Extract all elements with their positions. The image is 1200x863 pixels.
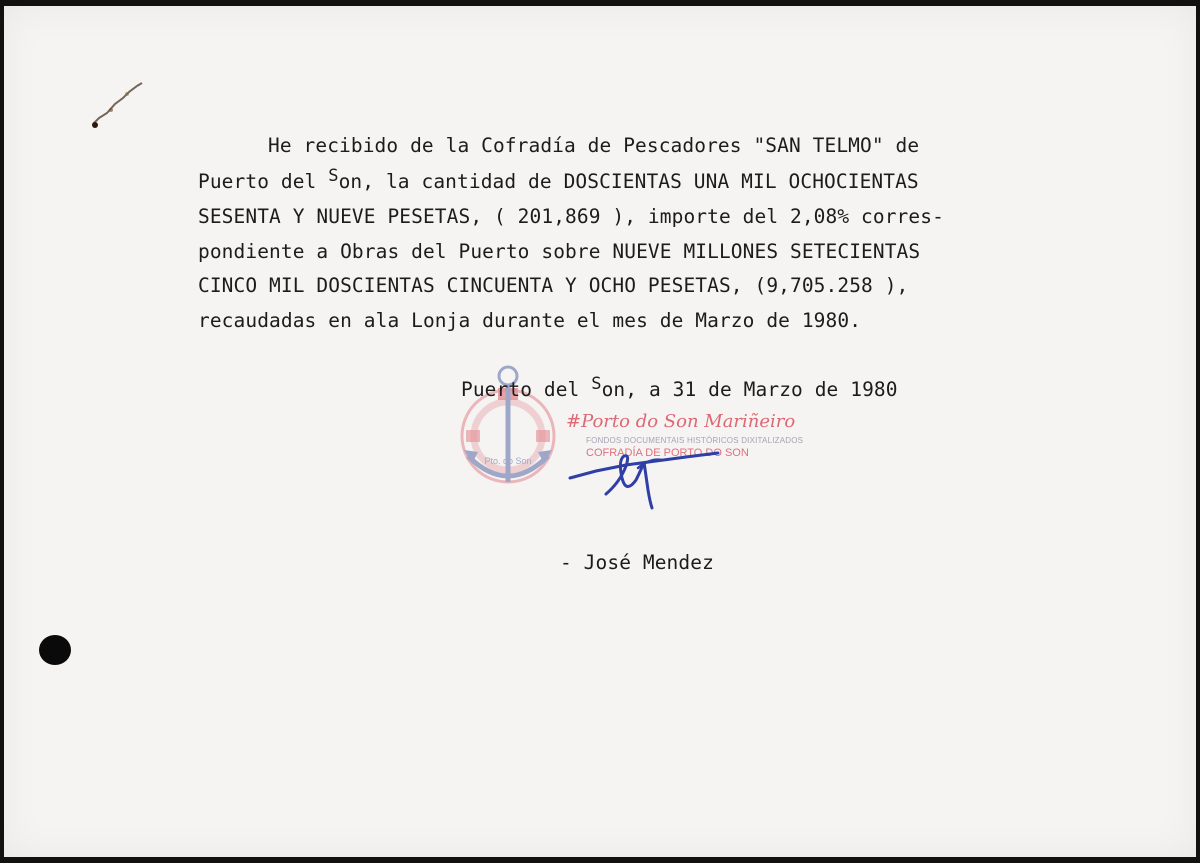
body-line-1: He recibido de la Cofradía de Pescadores "SAN TELMO" de: [268, 134, 920, 157]
signatory-name: - José Mendez: [560, 551, 714, 574]
body-line-6: recaudadas en ala Lonja durante el mes de Marzo de 1980.: [198, 309, 862, 332]
body-line-2-rest: la cantidad de DOSCIENTAS UNA MIL OCHOCIENTAS: [385, 170, 919, 193]
watermark-archive-line: FONDOS DOCUMENTAIS HISTÓRICOS DIXITALIZADOS: [586, 436, 804, 445]
watermark-tag: #Porto do Son Mariñeiro: [566, 411, 796, 432]
seal-text: Pto. do Son: [484, 456, 532, 466]
body-line-4: pondiente a Obras del Puerto sobre NUEVE MILLONES SETECIENTAS: [198, 240, 921, 263]
watermark-cofradia-line: COFRADÍA DE PORTO DO SON: [586, 447, 749, 459]
body-line-2-prefix: Puerto del: [198, 170, 329, 193]
place-suffix: on, a 31 de Marzo de 1980: [601, 378, 898, 401]
body-line-3: SESENTA Y NUEVE PESETAS, ( 201,869 ), importe del 2,08% corres-: [198, 205, 944, 228]
place-prefix: Puerto del: [461, 378, 592, 401]
body-line-5: CINCO MIL DOSCIENTAS CINCUENTA Y OCHO PESETAS, (9,705.258 ),: [198, 274, 909, 297]
place-superscript: S: [591, 374, 602, 394]
body-line-2-suffix: on,: [338, 170, 386, 193]
body-line-2: [198, 166, 919, 193]
place-date-line: [461, 374, 898, 401]
body-line-2-superscript: S: [328, 166, 339, 186]
